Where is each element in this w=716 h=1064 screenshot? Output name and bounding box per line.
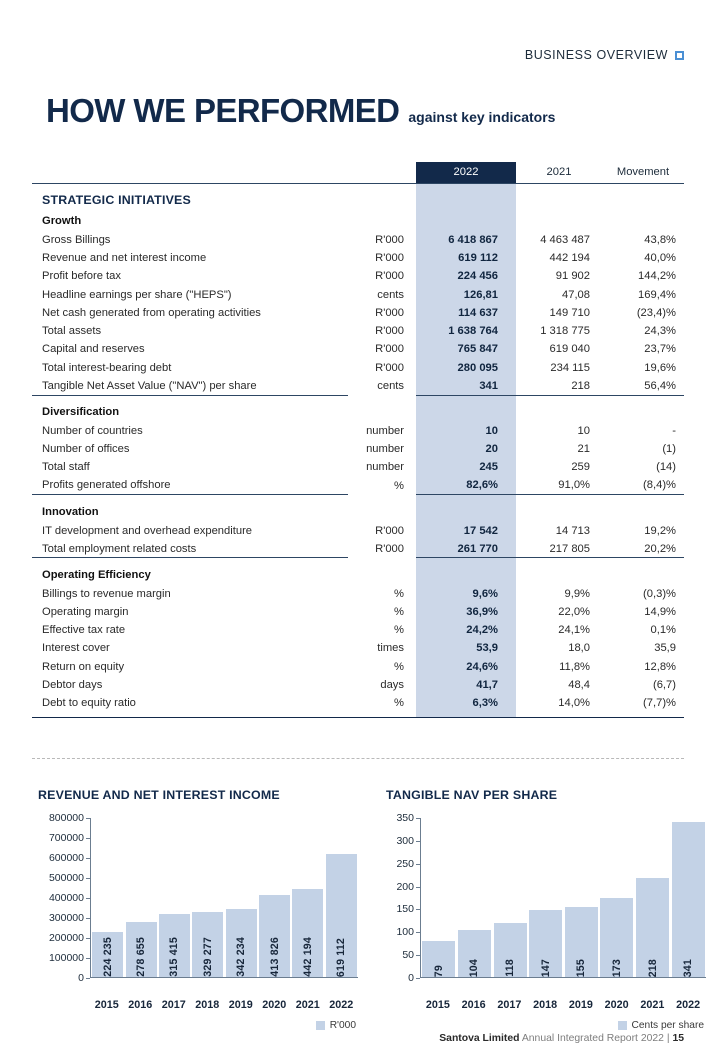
row-unit: number	[366, 461, 404, 474]
chart-bar-value-label: 79	[432, 964, 445, 977]
chart-bar-value-label: 341	[682, 958, 695, 977]
row-value-2022: 245	[416, 458, 516, 476]
table-group-heading-label: Growth	[42, 215, 82, 227]
chart-bar-column	[159, 818, 190, 977]
table-row	[32, 340, 684, 358]
table-header-row	[32, 162, 684, 183]
chart-bar-value-label: 619 112	[335, 937, 348, 977]
row-label: Tangible Net Asset Value ("NAV") per share	[42, 379, 257, 392]
section-divider	[32, 758, 684, 759]
table-row	[32, 621, 684, 639]
row-value-2021: 48,4	[568, 679, 590, 692]
row-value-2021: 9,9%	[564, 587, 590, 600]
row-unit: %	[394, 697, 404, 710]
chart-y-axis	[386, 812, 420, 984]
table-group-heading	[32, 565, 684, 584]
chart-bar	[192, 912, 223, 977]
row-label: Interest cover	[42, 642, 110, 655]
chart-bars	[420, 818, 706, 978]
row-value-2022: 53,9	[416, 639, 516, 657]
page-title-sub: against key indicators	[408, 109, 556, 125]
row-value-2022: 9,6%	[416, 584, 516, 602]
table-row	[32, 377, 684, 395]
row-label: Total employment related costs	[42, 542, 197, 555]
table-row	[32, 249, 684, 267]
row-movement: -	[672, 424, 676, 437]
row-value-2022: 24,6%	[416, 658, 516, 676]
row-value-2021: 1 318 775	[540, 325, 590, 338]
row-unit: R'000	[375, 233, 404, 246]
row-movement: (6,7)	[652, 679, 676, 692]
col-header-2021: 2021	[546, 166, 572, 179]
row-value-2021: 14,0%	[558, 697, 590, 710]
chart-y-tick-label: 50	[402, 949, 414, 962]
chart-x-tick-label: 2021	[640, 999, 665, 1011]
row-label: Effective tax rate	[42, 624, 126, 637]
row-value-2022: 619 112	[416, 249, 516, 267]
table-group-heading-label: Innovation	[42, 505, 99, 518]
chart-bar	[458, 930, 491, 977]
col-header-label	[32, 162, 348, 183]
chart-bar	[292, 889, 323, 977]
table-row	[32, 540, 684, 558]
chart-x-tick-label: 2019	[568, 999, 593, 1011]
chart-y-tick-label: 250	[396, 857, 414, 870]
chart-bar-column	[529, 818, 562, 977]
footer-page-number: 15	[672, 1033, 684, 1044]
chart-x-tick-label: 2018	[195, 999, 220, 1011]
row-value-2022: 20	[416, 440, 516, 458]
row-unit: R'000	[375, 361, 404, 374]
row-movement: 19,2%	[644, 524, 676, 537]
chart-y-tick-label: 700000	[48, 832, 84, 844]
row-label: Profit before tax	[42, 270, 121, 283]
row-unit: cents	[377, 288, 404, 301]
row-label: Debt to equity ratio	[42, 697, 136, 710]
row-label: Headline earnings per share ("HEPS")	[42, 288, 232, 301]
row-label: Debtor days	[42, 679, 103, 692]
page-title	[46, 92, 555, 130]
row-value-2022: 36,9%	[416, 603, 516, 621]
row-unit: days	[380, 679, 404, 692]
row-unit: %	[394, 624, 404, 637]
row-label: Total assets	[42, 325, 102, 338]
row-value-2022: 6 418 867	[416, 231, 516, 249]
chart-revenue-and-net-interest-income	[38, 788, 358, 1031]
chart-y-tick-label: 200	[396, 880, 414, 893]
row-movement: (7,7)%	[643, 697, 676, 710]
page-title-main: HOW WE PERFORMED	[46, 92, 400, 129]
row-unit: R'000	[375, 306, 404, 319]
chart-bar-value-label: 342 234	[235, 937, 248, 977]
chart-tangible-nav-per-share	[386, 788, 706, 1031]
row-movement: 144,2%	[638, 270, 676, 283]
table-section-heading	[32, 189, 684, 212]
row-value-2021: 619 040	[549, 343, 590, 356]
chart-title: TANGIBLE NAV PER SHARE	[386, 788, 558, 802]
table-row	[32, 658, 684, 676]
chart-bars	[90, 818, 358, 978]
row-value-2021: 91,0%	[558, 479, 590, 492]
row-unit: cents	[377, 380, 404, 393]
chart-bar-column	[192, 818, 223, 977]
row-value-2021: 149 710	[549, 306, 590, 319]
chart-x-tick-labels	[90, 996, 358, 1011]
row-movement: (1)	[662, 443, 676, 456]
table-rule	[32, 718, 684, 719]
chart-bar-value-label: 118	[504, 959, 517, 977]
row-label: Capital and reserves	[42, 343, 145, 356]
row-value-2021: 218	[571, 379, 590, 392]
chart-bar-value-label: 224 235	[101, 937, 114, 977]
row-unit: number	[366, 424, 404, 437]
chart-bar-column	[292, 818, 323, 977]
row-value-2022: 765 847	[416, 340, 516, 358]
row-movement: 35,9	[654, 642, 676, 655]
chart-y-tick-label: 150	[396, 903, 414, 916]
row-value-2022: 41,7	[416, 676, 516, 694]
row-unit: R'000	[375, 542, 404, 555]
chart-y-tick-label: 100	[396, 926, 414, 939]
table-row	[32, 584, 684, 602]
row-label: Revenue and net interest income	[42, 251, 207, 264]
row-value-2022: 10	[416, 422, 516, 440]
footer-company: Santova Limited	[439, 1033, 520, 1044]
table-spacer	[32, 396, 684, 403]
legend-swatch-icon	[618, 1021, 627, 1030]
row-value-2021: 14 713	[555, 524, 590, 537]
row-movement: 0,1%	[650, 624, 676, 637]
row-label: Return on equity	[42, 660, 125, 673]
row-movement: 40,0%	[644, 251, 676, 264]
row-movement: (0,3)%	[643, 587, 676, 600]
row-label: Number of countries	[42, 424, 143, 437]
chart-x-tick-label: 2017	[161, 999, 186, 1011]
table-group-heading	[32, 502, 684, 521]
footer-separator: |	[663, 1033, 673, 1044]
row-movement: 23,7%	[644, 343, 676, 356]
chart-bar-column	[565, 818, 598, 977]
row-unit: %	[394, 587, 404, 600]
row-movement: 14,9%	[644, 605, 676, 618]
row-movement: 19,6%	[644, 361, 676, 374]
chart-y-tick-label: 800000	[48, 812, 84, 824]
chart-bar	[259, 895, 290, 977]
kpi-table	[32, 162, 684, 718]
col-header-2022: 2022	[416, 162, 516, 183]
row-movement: (23,4)%	[636, 306, 676, 319]
chart-bar	[494, 923, 527, 977]
table-body	[32, 183, 684, 718]
chart-x-tick-label: 2020	[262, 999, 287, 1011]
footer-report: Annual Integrated Report 2022	[521, 1033, 664, 1044]
legend-label: Cents per share	[631, 1020, 704, 1031]
table-row	[32, 304, 684, 322]
table-head	[32, 162, 684, 183]
row-movement: (14)	[656, 461, 676, 474]
table-row	[32, 477, 684, 495]
chart-x-tick-label: 2016	[128, 999, 153, 1011]
chart-x-tick-label: 2017	[497, 999, 522, 1011]
row-value-2022: 1 638 764	[416, 322, 516, 340]
chart-bar-value-label: 155	[575, 958, 588, 977]
chart-bar-column	[422, 818, 455, 977]
row-movement: 43,8%	[644, 233, 676, 246]
chart-y-tick-label: 300000	[48, 912, 84, 924]
row-unit: R'000	[375, 343, 404, 356]
chart-plot-area	[38, 812, 358, 996]
table-row	[32, 521, 684, 539]
chart-y-tick-label: 500000	[48, 872, 84, 884]
chart-y-tick-label: 400000	[48, 892, 84, 904]
table-spacer	[32, 495, 684, 502]
chart-bar	[565, 907, 598, 977]
chart-bar	[672, 822, 705, 977]
row-value-2021: 18,0	[568, 642, 590, 655]
chart-bar-column	[92, 818, 123, 977]
chart-y-tick-label: 600000	[48, 852, 84, 864]
chart-bar-column	[326, 818, 357, 977]
row-value-2021: 24,1%	[558, 624, 590, 637]
row-label: Profits generated offshore	[42, 479, 171, 492]
chart-bar-value-label: 147	[539, 958, 552, 977]
legend-swatch-icon	[316, 1021, 325, 1030]
table-row	[32, 458, 684, 476]
chart-x-tick-label: 2018	[533, 999, 558, 1011]
chart-x-tick-label: 2022	[329, 999, 354, 1011]
chart-bar	[92, 932, 123, 977]
row-value-2022: 82,6%	[416, 477, 516, 495]
chart-legend	[386, 1020, 706, 1031]
chart-x-tick-label: 2020	[604, 999, 629, 1011]
chart-bar	[159, 914, 190, 977]
table-row	[32, 694, 684, 712]
row-label: Gross Billings	[42, 233, 111, 246]
table-row	[32, 322, 684, 340]
chart-y-tick-label: 100000	[48, 952, 84, 964]
col-header-unit	[348, 162, 416, 183]
row-value-2022: 6,3%	[416, 694, 516, 712]
row-movement: 56,4%	[644, 379, 676, 392]
chart-y-axis	[38, 812, 90, 984]
chart-bar-column	[226, 818, 257, 977]
chart-title: REVENUE AND NET INTEREST INCOME	[38, 788, 280, 802]
row-label: Total interest-bearing debt	[42, 361, 172, 374]
row-value-2021: 234 115	[550, 361, 590, 374]
chart-bar-column	[636, 818, 669, 977]
row-label: Billings to revenue margin	[42, 587, 171, 600]
row-unit: R'000	[375, 270, 404, 283]
row-unit: R'000	[375, 251, 404, 264]
row-unit: %	[394, 660, 404, 673]
table-row	[32, 267, 684, 285]
chart-bar	[422, 941, 455, 977]
chart-x-axis	[420, 996, 706, 1011]
table-group-heading	[32, 403, 684, 422]
kpi-table-element	[32, 162, 684, 718]
row-value-2021: 47,08	[562, 288, 590, 301]
chart-x-tick-label: 2022	[676, 999, 701, 1011]
table-section-heading-label: STRATEGIC INITIATIVES	[42, 193, 191, 207]
legend-label: R'000	[329, 1020, 356, 1031]
chart-bar-value-label: 315 415	[168, 937, 181, 977]
chart-bar-column	[458, 818, 491, 977]
row-value-2021: 10	[577, 424, 590, 437]
row-movement: 12,8%	[644, 660, 676, 673]
row-value-2021: 4 463 487	[540, 233, 590, 246]
chart-bar	[636, 878, 669, 977]
chart-bar-value-label: 173	[610, 958, 623, 977]
row-unit: times	[377, 642, 404, 655]
table-row	[32, 639, 684, 657]
row-value-2021: 442 194	[549, 251, 590, 264]
section-header-label: BUSINESS OVERVIEW	[524, 48, 668, 62]
row-value-2021: 11,8%	[559, 660, 590, 673]
row-value-2022: 261 770	[416, 540, 516, 558]
row-value-2022: 224 456	[416, 267, 516, 285]
chart-bar-column	[126, 818, 157, 977]
chart-bar-value-label: 218	[646, 958, 659, 977]
row-value-2021: 22,0%	[558, 605, 590, 618]
chart-x-tick-labels	[420, 996, 706, 1011]
table-group-heading-label: Diversification	[42, 406, 120, 419]
row-unit: R'000	[375, 524, 404, 537]
row-value-2021: 91 902	[555, 270, 590, 283]
chart-bar-value-label: 442 194	[301, 937, 314, 977]
row-label: Net cash generated from operating activities	[42, 306, 261, 319]
chart-bar	[126, 922, 157, 977]
row-movement: 20,2%	[644, 542, 676, 555]
table-spacer	[32, 558, 684, 565]
row-unit: %	[394, 605, 404, 618]
chart-x-tick-label: 2015	[425, 999, 450, 1011]
chart-bar	[226, 909, 257, 977]
chart-bar-value-label: 278 655	[135, 937, 148, 977]
chart-bar-value-label: 413 826	[268, 937, 281, 977]
table-row	[32, 359, 684, 377]
row-value-2022: 114 637	[416, 304, 516, 322]
row-movement: 169,4%	[638, 288, 676, 301]
chart-y-tick-label: 0	[78, 972, 84, 984]
row-value-2021: 217 805	[549, 542, 590, 555]
chart-bar	[600, 898, 633, 977]
row-label: IT development and overhead expenditure	[42, 524, 253, 537]
row-unit: number	[366, 443, 404, 456]
chart-y-tick-label: 0	[408, 972, 414, 984]
chart-y-tick-label: 200000	[48, 932, 84, 944]
row-unit: %	[394, 479, 404, 492]
row-label: Number of offices	[42, 443, 130, 456]
chart-plot-area	[386, 812, 706, 996]
row-value-2022: 341	[416, 377, 516, 395]
table-group-heading	[32, 212, 684, 231]
row-value-2022: 17 542	[416, 521, 516, 539]
chart-bar	[326, 854, 357, 977]
chart-x-tick-label: 2021	[295, 999, 320, 1011]
row-value-2022: 24,2%	[416, 621, 516, 639]
row-value-2022: 126,81	[416, 285, 516, 303]
chart-x-axis	[90, 996, 358, 1011]
chart-bar-column	[672, 818, 705, 977]
chart-x-tick-label: 2016	[461, 999, 486, 1011]
table-group-heading-label: Operating Efficiency	[42, 568, 151, 581]
square-outline-icon	[675, 51, 684, 60]
row-movement: (8,4)%	[643, 479, 676, 492]
row-value-2021: 259	[571, 461, 590, 474]
row-unit: R'000	[375, 325, 404, 338]
row-label: Operating margin	[42, 605, 129, 618]
row-label: Total staff	[42, 461, 90, 474]
chart-bar-value-label: 104	[468, 958, 481, 977]
chart-bar	[529, 910, 562, 977]
chart-bar-value-label: 329 277	[201, 937, 214, 977]
chart-y-tick-label: 350	[396, 812, 414, 824]
row-value-2022: 280 095	[416, 359, 516, 377]
table-row	[32, 422, 684, 440]
chart-x-tick-label: 2015	[94, 999, 119, 1011]
section-header	[525, 48, 684, 62]
chart-bar-column	[259, 818, 290, 977]
chart-bar-column	[600, 818, 633, 977]
row-movement: 24,3%	[644, 325, 676, 338]
chart-legend	[38, 1020, 358, 1031]
row-value-2021: 21	[577, 443, 590, 456]
table-row	[32, 285, 684, 303]
col-header-movement: Movement	[616, 166, 670, 179]
page-footer	[439, 1033, 684, 1044]
table-row	[32, 440, 684, 458]
chart-y-tick-label: 300	[396, 834, 414, 847]
table-row	[32, 676, 684, 694]
chart-bar-column	[494, 818, 527, 977]
chart-x-tick-label: 2019	[228, 999, 253, 1011]
table-row	[32, 231, 684, 249]
table-row	[32, 603, 684, 621]
